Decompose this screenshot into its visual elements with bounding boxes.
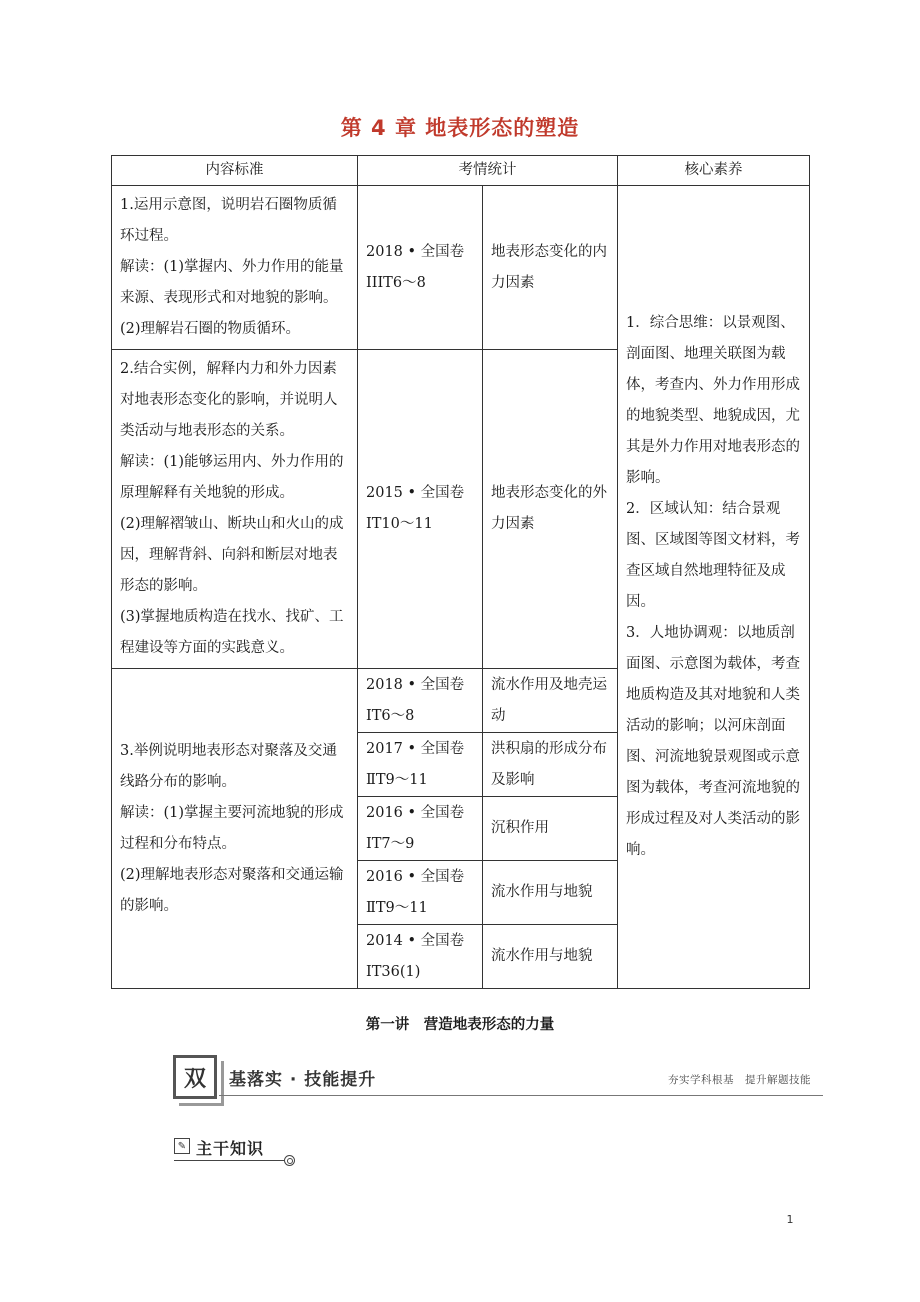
header-stats: 考情统计 (358, 156, 618, 186)
year-cell: 2017 • 全国卷 ⅡT9～11 (358, 733, 483, 797)
section-underline (174, 1160, 284, 1161)
topic-cell: 地表形态变化的外力因素 (483, 350, 618, 669)
content-line: (2)理解岩石圈的物质循环。 (120, 321, 301, 337)
topic-cell: 地表形态变化的内力因素 (483, 186, 618, 350)
topic-cell: 沉积作用 (483, 797, 618, 861)
topic-cell: 流水作用与地貌 (483, 861, 618, 925)
bullseye-icon (284, 1155, 295, 1166)
core-cell (618, 186, 810, 989)
topic-cell: 流水作用与地貌 (483, 925, 618, 989)
content-line: 1.运用示意图，说明岩石圈物质循环过程。 (120, 197, 337, 244)
core-line: 1．综合思维：以景观图、剖面图、地理关联图为载体，考查内、外力作用形成的地貌类型、地貌成因，尤其是外力作用对地表形态的影响。 (626, 315, 800, 486)
banner-subtitle: 夯实学科根基 提升解题技能 (668, 1074, 811, 1086)
chapter-title: 第 4 章 地表形态的塑造 (340, 116, 580, 140)
section-banner (173, 1055, 823, 1105)
content-line: 解读：(1)能够运用内、外力作用的原理解释有关地貌的形成。 (120, 454, 344, 501)
content-line: (3)掌握地质构造在找水、找矿、工程建设等方面的实践意义。 (120, 609, 344, 656)
content-cell (112, 669, 358, 989)
topic-cell: 洪积扇的形成分布及影响 (483, 733, 618, 797)
standards-table (111, 155, 810, 989)
content-line: (2)理解褶皱山、断块山和火山的成因，理解背斜、向斜和断层对地表形态的影响。 (120, 516, 344, 594)
section-heading (174, 1136, 304, 1176)
content-line: 3.举例说明地表形态对聚落及交通线路分布的影响。 (120, 742, 337, 790)
lecture-title: 第一讲 营造地表形态的力量 (365, 1017, 555, 1033)
content-line: (2)理解地表形态对聚落和交通运输的影响。 (120, 866, 344, 914)
page-number-wrap (0, 1213, 920, 1226)
year-cell: 2018 • 全国卷 ⅠT6～8 (358, 669, 483, 733)
pen-icon: ✎ (174, 1138, 190, 1154)
page-number: 1 (786, 1213, 794, 1226)
topic-cell: 流水作用及地壳运动 (483, 669, 618, 733)
header-content: 内容标准 (112, 156, 358, 186)
year-cell: 2016 • 全国卷 ⅡT9～11 (358, 861, 483, 925)
year-cell: 2014 • 全国卷 ⅠT36(1) (358, 925, 483, 989)
header-core: 核心素养 (618, 156, 810, 186)
content-line: 解读：(1)掌握主要河流地貌的形成过程和分布特点。 (120, 804, 344, 852)
content-cell (112, 350, 358, 669)
table-header-row (112, 156, 810, 186)
core-line: 3．人地协调观：以地质剖面图、示意图为载体，考查地质构造及其对地貌和人类活动的影响；以河床剖面图、河流地貌景观图或示意图为载体，考查河流地貌的形成过程及对人类活动的影响。 (626, 625, 800, 858)
banner-divider (219, 1095, 823, 1096)
content-line: 解读：(1)掌握内、外力作用的能量来源、表现形式和对地貌的影响。 (120, 259, 344, 306)
year-cell: 2018 • 全国卷 IIIT6～8 (358, 186, 483, 350)
content-line: 2.结合实例，解释内力和外力因素对地表形态变化的影响，并说明人类活动与地表形态的关系。 (120, 361, 338, 439)
section-title: 主干知识 (196, 1139, 265, 1158)
banner-badge: 双 (173, 1055, 217, 1099)
core-line: 2．区域认知：结合景观图、区域图等图文材料，考查区域自然地理特征及成因。 (626, 501, 800, 610)
year-cell: 2016 • 全国卷 ⅠT7～9 (358, 797, 483, 861)
banner-title: 基落实 · 技能提升 (229, 1070, 377, 1090)
table-row (112, 186, 810, 350)
content-cell (112, 186, 358, 350)
year-cell: 2015 • 全国卷 ⅠT10～11 (358, 350, 483, 669)
